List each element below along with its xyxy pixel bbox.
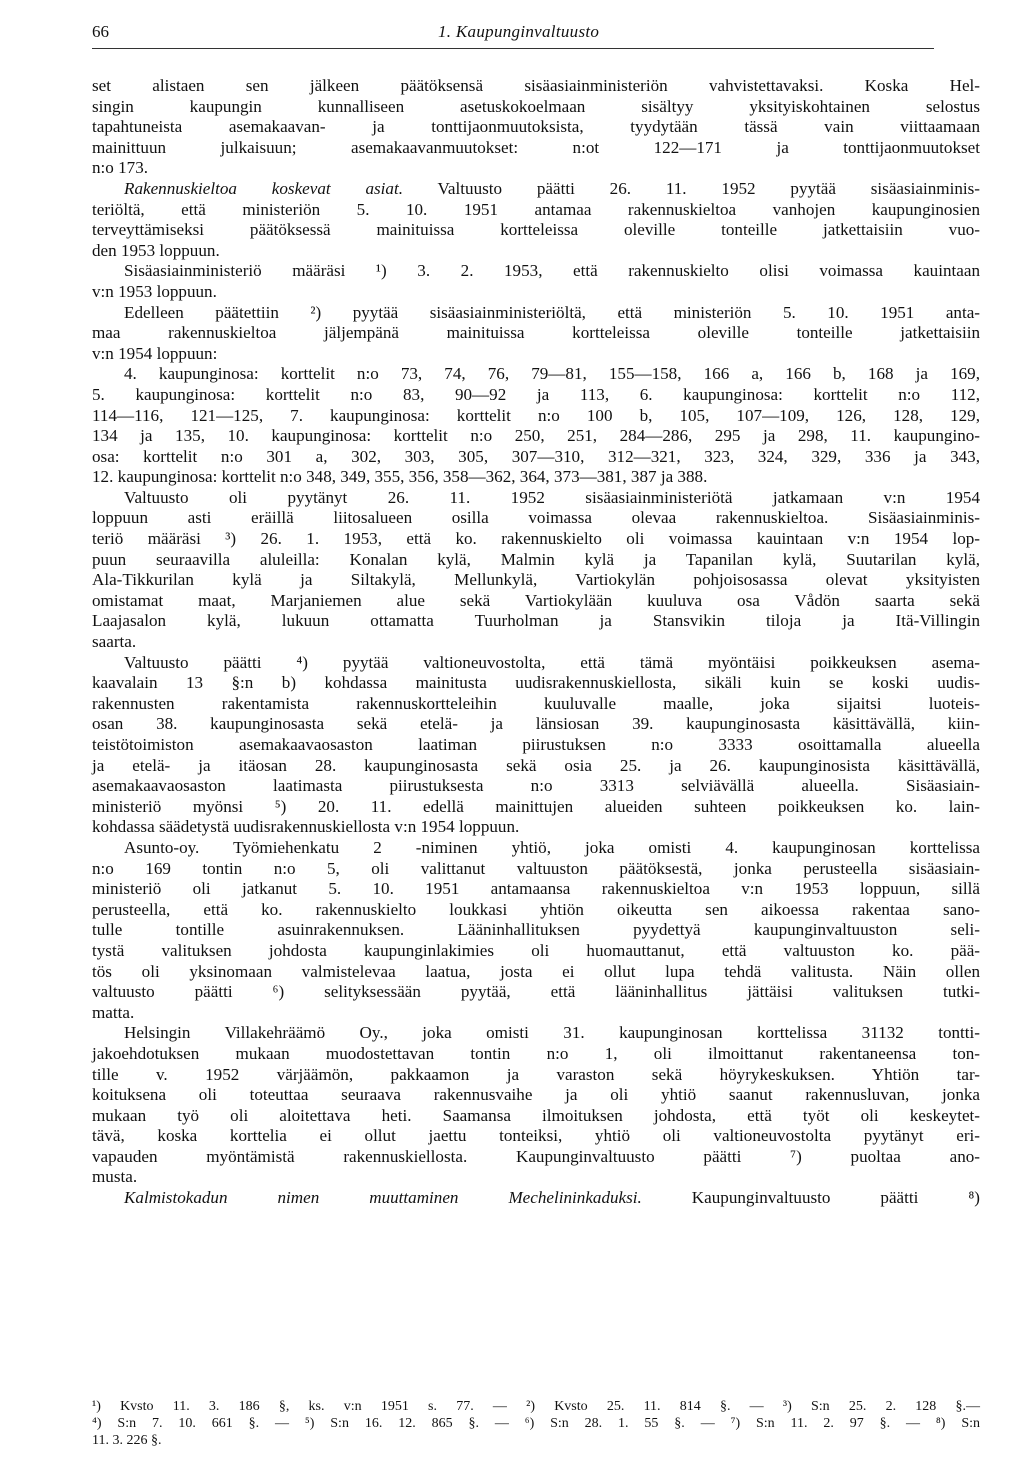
text-line: ministeriö oli jatkanut 5. 10. 1951 antamaansa rakennuskieltoa v:n 1953 loppuun, sillä <box>92 879 980 899</box>
text-line: kohdassa säädetystä uudisrakennuskiellosta v:n 1954 loppuun. <box>92 817 520 837</box>
page-header <box>92 22 934 49</box>
text-line: saarta. <box>92 632 137 652</box>
text-line: tystä valituksen johdosta kaupunginlakimies oli huomauttanut, että valtuuston ko. pää- <box>92 940 980 960</box>
text-line: koituksena oli toteuttaa seuraava rakennusvaihe ja oli yhtiö saanut rakennusluvan, jonka <box>92 1085 980 1105</box>
text-line: tapahtuneista asemakaavan- ja tonttijaonmuutoksista, tyydytään tässä vain viittaamaan <box>92 117 980 137</box>
text-line: singin kaupungin kunnalliseen asetuskokoelmaan sisältyy yksityiskohtainen selostus <box>92 96 980 116</box>
text-line: Laajasalon kylä, lukuun ottamatta Tuurholman ja Stansvikin tiloja ja Itä-Villingin <box>92 611 980 631</box>
text-line: Edelleen päätettiin ²) pyytää sisäasiainministeriöltä, että ministeriön 5. 10. 1951 anta- <box>124 302 980 322</box>
section-heading-kalmistokatu: Kalmistokadun nimen muuttaminen Mechelininkaduksi. <box>124 1188 642 1208</box>
text-line: set alistaen sen jälkeen päätöksensä sisäasiainministeriön vahvistettavaksi. Koska Hel- <box>92 76 980 95</box>
footnote-line: 11. 3. 226 §. <box>92 1433 162 1448</box>
text-line: Helsingin Villakehräämö Oy., joka omisti 31. kaupunginosan korttelissa 31132 tontti- <box>124 1023 980 1043</box>
text-line: valtuusto päätti ⁶) selityksessään pyytää, että lääninhallitus jättäisi valituksen tutki- <box>92 982 980 1002</box>
text-line: ja etelä- ja itäosan 28. kaupunginosasta sekä osia 25. ja 26. kaupunginosista käsittävällä, <box>92 755 980 775</box>
text-line: rakennusten rakentamista rakennuskortteleihin kuuluvalle maalle, joka sijaitsi luoteis- <box>92 693 980 713</box>
page-number: 66 <box>92 22 109 41</box>
text-line: 4. kaupunginosa: korttelit n:o 73, 74, 76, 79—81, 155—158, 166 a, 166 b, 168 ja 169, <box>124 364 980 384</box>
text-line: mukaan työ oli aloitettava heti. Saamansa ilmoituksen johdosta, että työt oli keskeytet- <box>92 1105 980 1125</box>
text-line: teistötoimiston asemakaavaosaston laatiman piirustuksen n:o 3333 osoittamalla alueella <box>92 735 980 754</box>
text-line: ministeriö myönsi ⁵) 20. 11. edellä mainittujen alueiden suhteen poikkeuksen ko. lain- <box>92 796 980 816</box>
text-line: tulle tontille asuinrakennuksen. Lääninhallituksen pyydettyä kaupunginvaltuuston seli- <box>92 920 980 940</box>
text-line: Kalmistokadun nimen muuttaminen Mechelininkaduksi. Kaupunginvaltuusto päätti ⁸) <box>124 1188 980 1208</box>
text-line: teriöltä, että ministeriön 5. 10. 1951 antamaa rakennuskieltoa vanhojen kaupunginosien <box>92 199 980 219</box>
text-line: jakoehdotuksen mukaan muodostettavan tontin n:o 1, oli ilmoittanut rakentaneensa ton- <box>92 1043 980 1063</box>
text-line: 12. kaupunginosa: korttelit n:o 348, 349, 355, 356, 358—362, 364, 373—381, 387 ja 388. <box>92 467 708 487</box>
text-line: Valtuusto oli pyytänyt 26. 11. 1952 sisäasiainministeriötä jatkamaan v:n 1954 <box>124 487 980 507</box>
text-line: vapauden myöntämistä rakennuskiellosta. Kaupunginvaltuusto päätti ⁷) puoltaa ano- <box>92 1146 980 1166</box>
text-line: v:n 1954 loppuun: <box>92 343 218 363</box>
text-line: terveyttämiseksi päätöksessä mainituissa kortteleissa oleville tonteille jatkettaisiin vuo- <box>92 220 980 240</box>
text-line: kaavalain 13 §:n b) kohdassa mainitusta uudisrakennuskiellosta, sikäli kuin se koski uudis- <box>92 673 980 693</box>
footnote-line: ¹) Kvsto 11. 3. 186 §, ks. v:n 1951 s. 77. — ²) Kvsto 25. 11. 814 §. — ³) S:n 25. 2. 128 §.— <box>92 1399 980 1414</box>
text-line: omistamat maat, Marjaniemen alue sekä Vartiokylään kuuluva osa Vådön saarta sekä <box>92 590 980 610</box>
text-line: n:o 169 tontin n:o 5, oli valittanut valtuuston päätöksestä, jonka perusteella sisäasiain- <box>92 858 980 878</box>
text-line: n:o 173. <box>92 158 149 178</box>
footnote-line: ⁴) S:n 7. 10. 661 §. — ⁵) S:n 16. 12. 865 §. — ⁶) S:n 28. 1. 55 §. — ⁷) S:n 11. 2. 97 §. — ⁸) S:n <box>92 1416 980 1431</box>
text-line: v:n 1953 loppuun. <box>92 281 217 301</box>
text-line: Sisäasiainministeriö määräsi ¹) 3. 2. 1953, että rakennuskielto olisi voimassa kauintaan <box>124 261 980 281</box>
text-line: osan 38. kaupunginosasta sekä etelä- ja länsiosan 39. kaupunginosasta käsittävällä, kiin- <box>92 714 980 734</box>
running-title: 1. Kaupunginvaltuusto <box>438 22 600 41</box>
text-line: tille v. 1952 värjäämön, pakkaamon ja varaston sekä höyrykeskuksen. Yhtiön tar- <box>92 1064 980 1084</box>
text-line: musta. <box>92 1167 138 1187</box>
section-heading-rakennuskielto: Rakennuskieltoa koskevat asiat. <box>124 178 403 198</box>
text-line: tös oli yksinomaan valmistelevaa laatua, josta ei ollut lupa tehdä valitusta. Näin ollen <box>92 961 980 981</box>
text-line: asemakaavaosaston laatimasta piirustuksesta n:o 3313 selviävällä alueella. Sisäasiain- <box>92 776 980 796</box>
text-line: teriö määräsi ³) 26. 1. 1953, että ko. rakennuskielto oli voimassa kauintaan v:n 1954 lop- <box>92 529 980 549</box>
text-line: osa: korttelit n:o 301 a, 302, 303, 305, 307—310, 312—321, 323, 324, 329, 336 ja 343, <box>92 446 980 466</box>
document-body <box>92 76 980 1209</box>
text-line: Rakennuskieltoa koskevat asiat. Valtuusto päätti 26. 11. 1952 pyytää sisäasiainminis- <box>124 178 980 198</box>
text-line: 134 ja 135, 10. kaupunginosa: korttelit n:o 250, 251, 284—286, 295 ja 298, 11. kaupungino- <box>92 426 980 446</box>
footnotes <box>92 1398 980 1449</box>
text-line: Ala-Tikkurilan kylä ja Siltakylä, Mellunkylä, Vartiokylän pohjoisosassa olevat yksityisten <box>92 570 980 590</box>
text-line: 114—116, 121—125, 7. kaupunginosa: korttelit n:o 100 b, 105, 107—109, 126, 128, 129, <box>92 405 980 425</box>
text-line: mainittuun julkaisuun; asemakaavanmuutokset: n:ot 122—171 ja tonttijaonmuutokset <box>92 137 980 157</box>
text-line: 5. kaupunginosa: korttelit n:o 83, 90—92 ja 113, 6. kaupunginosa: korttelit n:o 112, <box>92 384 980 404</box>
text-line: maa rakennuskieltoa jäljempänä mainituissa kortteleissa oleville tonteille jatkettaisiin <box>92 323 980 343</box>
text-line: Asunto-oy. Työmiehenkatu 2 -niminen yhtiö, joka omisti 4. kaupunginosan korttelissa <box>124 837 980 857</box>
text-line: loppuun asti eräillä liitosalueen osilla voimassa olevaa rakennuskieltoa. Sisäasiainminis- <box>92 508 980 528</box>
text-line: puun seuraavilla aluleilla: Konalan kylä, Malmin kylä ja Tapanilan kylä, Suutarilan kylä, <box>92 549 980 569</box>
text-line: tävä, koska korttelia ei ollut jaettu tonteiksi, yhtiö oli valtioneuvostolta pyytänyt eri- <box>92 1126 980 1146</box>
text-line: den 1953 loppuun. <box>92 240 220 260</box>
text-line: perusteella, että ko. rakennuskielto loukkasi yhtiön oikeutta sen aikoessa rakentaa sano- <box>92 899 980 919</box>
text-line: matta. <box>92 1002 135 1022</box>
text-line: Valtuusto päätti ⁴) pyytää valtioneuvostolta, että tämä myöntäisi poikkeuksen asema- <box>124 652 980 672</box>
